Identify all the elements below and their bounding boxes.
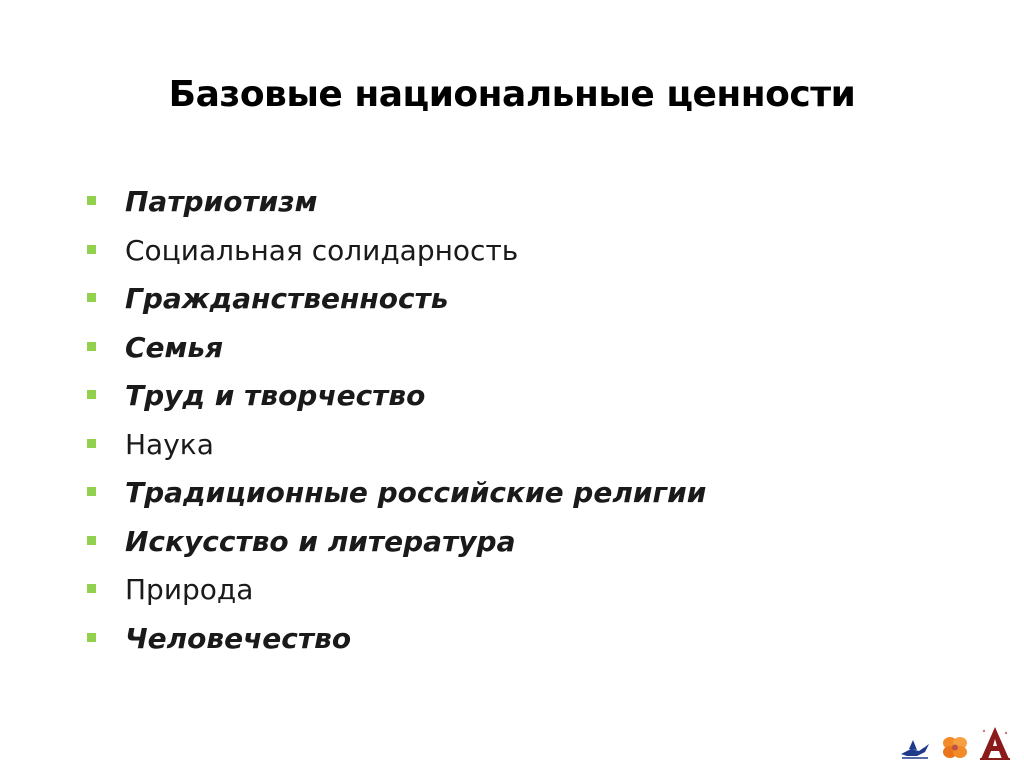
- footer-logos: [898, 725, 1012, 761]
- list-item-label: Социальная солидарность: [125, 233, 519, 267]
- list-item: [87, 233, 706, 282]
- list-item: [87, 330, 706, 379]
- list-item: [87, 524, 706, 573]
- bird-logo-icon: [898, 735, 932, 761]
- square-bullet-icon: [87, 245, 96, 254]
- list-item-label: Искусство и литература: [125, 524, 516, 558]
- square-bullet-icon: [87, 633, 96, 642]
- letter-a-logo-icon: [978, 725, 1012, 761]
- values-list: [87, 184, 706, 669]
- list-item: [87, 281, 706, 330]
- list-item-label: Наука: [125, 427, 214, 461]
- list-item: [87, 621, 706, 670]
- slide-title: Базовые национальные ценности: [168, 74, 856, 115]
- square-bullet-icon: [87, 390, 96, 399]
- list-item-label: Гражданственность: [125, 282, 449, 315]
- square-bullet-icon: [87, 439, 96, 448]
- list-item: [87, 378, 706, 427]
- list-item: [87, 427, 706, 476]
- square-bullet-icon: [87, 487, 96, 496]
- list-item-label: Патриотизм: [125, 185, 318, 218]
- list-item: [87, 475, 706, 524]
- square-bullet-icon: [87, 536, 96, 545]
- square-bullet-icon: [87, 342, 96, 351]
- list-item-label: Традиционные российские религии: [125, 476, 707, 509]
- list-item-label: Человечество: [125, 621, 352, 655]
- list-item: [87, 184, 706, 233]
- square-bullet-icon: [87, 584, 96, 593]
- list-item-label: Семья: [125, 330, 224, 364]
- list-item: [87, 572, 706, 621]
- square-bullet-icon: [87, 196, 96, 205]
- list-item-label: Труд и творчество: [125, 379, 426, 412]
- flower-logo-icon: [940, 733, 970, 761]
- list-item-label: Природа: [125, 573, 254, 606]
- square-bullet-icon: [87, 293, 96, 302]
